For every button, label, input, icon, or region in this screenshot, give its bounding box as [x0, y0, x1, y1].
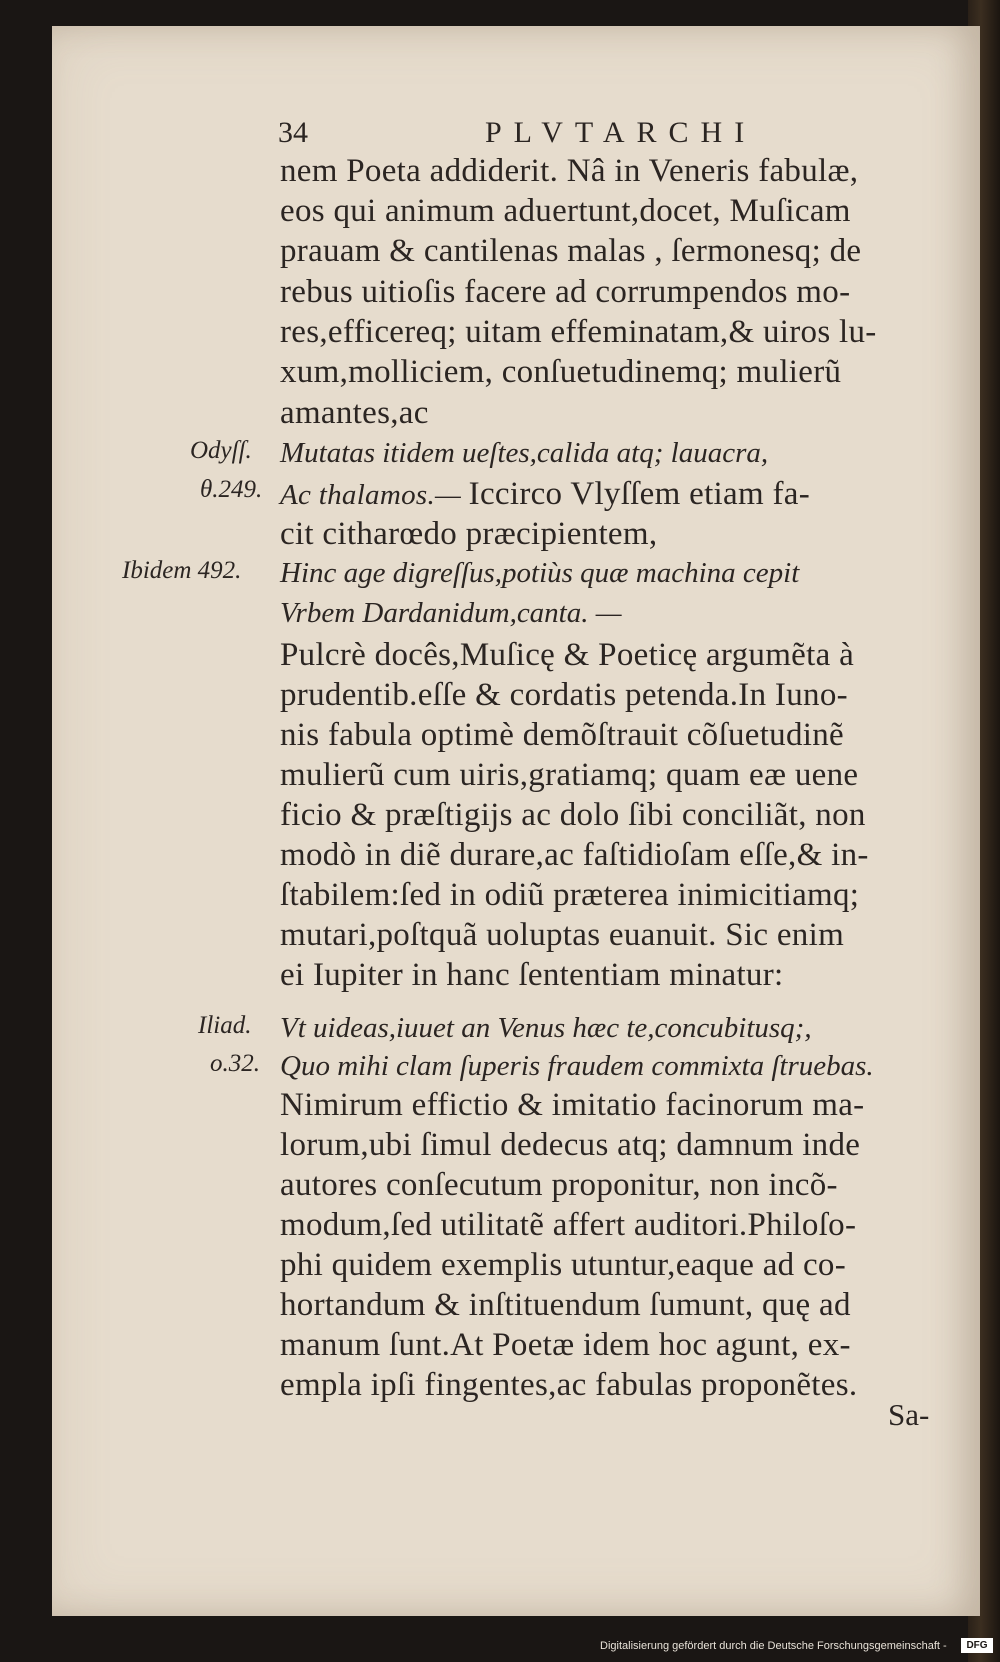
- text-line: phi quidem exemplis utuntur,eaque ad co-: [280, 1247, 847, 1283]
- text-line: xum,molliciem, conſuetudinemq; mulierũ: [280, 354, 842, 390]
- text-fragment: Iccirco Vlyſſem etiam fa-: [468, 476, 810, 512]
- text-line: Nimirum effictio & imitatio facinorum ma-: [280, 1087, 865, 1123]
- text-line: nis fabula optimè demõſtrauit cõſuetudinẽ: [280, 717, 844, 753]
- text-line: ficio & præſtigijs ac dolo ſibi conciliãt, non: [280, 797, 866, 833]
- text-line: autores conſecutum proponitur, non incõ-: [280, 1167, 838, 1203]
- marginal-note: ο.32.: [210, 1050, 260, 1077]
- digitization-credit: Digitalisierung gefördert durch die Deutsche Forschungsgemeinschaft -: [600, 1640, 947, 1652]
- text-line: modò in diẽ durare,ac faſtidioſam eſſe,& in-: [280, 837, 869, 873]
- marginal-note: Ibidem 492.: [122, 557, 242, 584]
- text-line: ei Iupiter in hanc ſententiam minatur:: [280, 957, 784, 993]
- verse-line: Hinc age digreſſus,potiùs quæ machina cepit: [280, 557, 800, 589]
- page-number: 34: [278, 116, 308, 149]
- marginal-note: Odyſſ.: [190, 437, 252, 464]
- marginal-note: θ.249.: [200, 476, 263, 503]
- text-line: rebus uitioſis facere ad corrumpendos mo-: [280, 274, 851, 310]
- text-line: ſtabilem:ſed in odiũ præterea inimicitiamq;: [280, 877, 860, 913]
- verse-line: Vt uideas,iuuet an Venus hæc te,concubitusq;,: [280, 1012, 812, 1044]
- text-line: manum ſunt.At Poetæ idem hoc agunt, ex-: [280, 1327, 851, 1363]
- text-line: mulierũ cum uiris,gratiamq; quam eæ uene: [280, 757, 859, 793]
- verse-line: Mutatas itidem ueſtes,calida atq; lauacra,: [280, 437, 769, 469]
- text-line: amantes,ac: [280, 395, 429, 431]
- catchword: Sa-: [888, 1397, 930, 1432]
- verse-fragment: Ac thalamos.—: [280, 479, 469, 511]
- marginal-note: Iliad.: [198, 1012, 252, 1039]
- text-line: [280, 476, 810, 513]
- text-line: hortandum & inſtituendum ſumunt, quę ad: [280, 1287, 851, 1323]
- text-line: cit citharœdo præcipientem,: [280, 516, 658, 552]
- text-line: prudentib.eſſe & cordatis petenda.In Iuno-: [280, 677, 848, 713]
- text-line: res,efficereq; uitam effeminatam,& uiros lu-: [280, 314, 877, 350]
- text-line: Pulcrè docês,Muſicę & Poeticę argumẽta à: [280, 637, 855, 673]
- text-line: empla ipſi fingentes,ac fabulas proponẽtes.: [280, 1367, 858, 1403]
- text-line: mutari,poſtquã uoluptas euanuit. Sic enim: [280, 917, 845, 953]
- text-line: lorum,ubi ſimul dedecus atq; damnum inde: [280, 1127, 861, 1163]
- running-title: PLVTARCHI: [485, 116, 757, 149]
- text-line: eos qui animum aduertunt,docet, Muſicam: [280, 193, 851, 229]
- text-line: prauam & cantilenas malas , ſermonesq; de: [280, 233, 862, 269]
- verse-line: Vrbem Dardanidum,canta. —: [280, 597, 622, 629]
- verse-line: Quo mihi clam ſuperis fraudem commixta ſtruebas.: [280, 1050, 874, 1082]
- text-line: modum,ſed utilitatẽ affert auditori.Philoſo-: [280, 1207, 857, 1243]
- dfg-logo: DFG: [961, 1638, 993, 1653]
- text-line: nem Poeta addiderit. Nâ in Veneris fabulæ,: [280, 153, 859, 189]
